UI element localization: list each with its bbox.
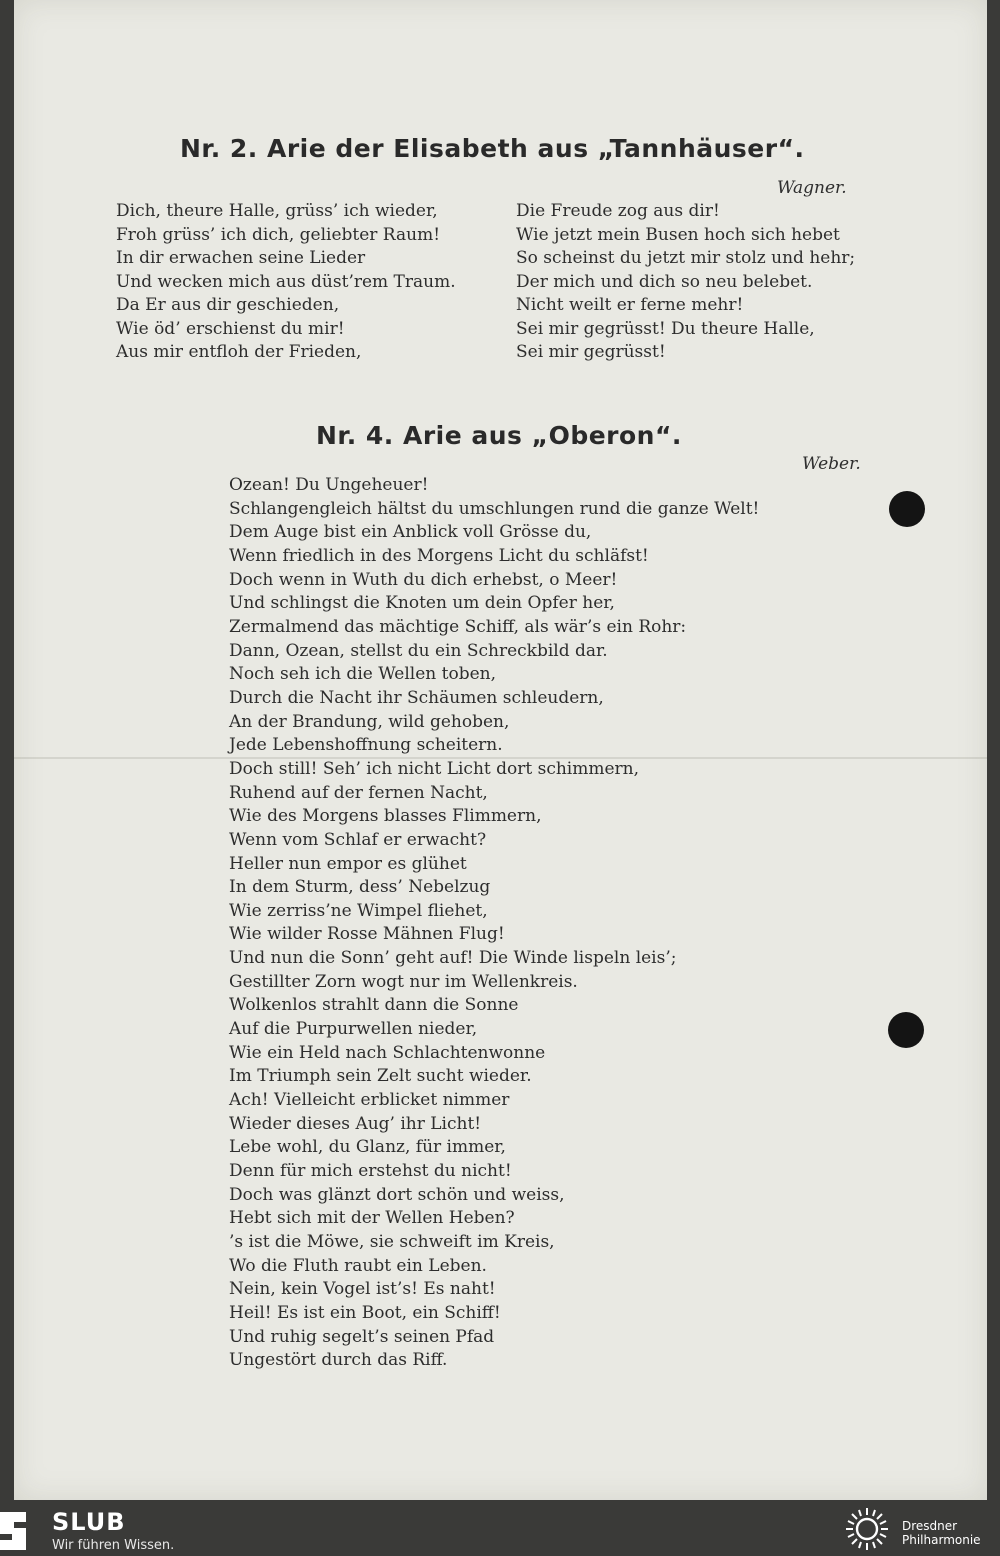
lyric-line: Nicht weilt er ferne mehr! bbox=[516, 295, 744, 315]
lyric-line: In dir erwachen seine Lieder bbox=[116, 248, 366, 268]
lyric-line: Jede Lebenshoffnung scheitern. bbox=[229, 735, 503, 756]
philharmonie-line-1: Dresdner bbox=[902, 1519, 958, 1533]
lyric-line: Wolkenlos strahlt dann die Sonne bbox=[229, 995, 519, 1016]
lyric-line: Der mich und dich so neu belebet. bbox=[516, 271, 813, 292]
lyric-line: Dich, theure Halle, grüss’ ich wieder, bbox=[116, 201, 438, 221]
lyric-line: Heller nun empor es glühet bbox=[229, 853, 467, 874]
lyric-line: Froh grüss’ ich dich, geliebter Raum! bbox=[116, 224, 441, 245]
lyric-line: Wie jetzt mein Busen hoch sich hebet bbox=[516, 224, 840, 245]
lyric-line: Gestillter Zorn wogt nur im Wellenkreis. bbox=[229, 971, 578, 992]
lyric-line: Sei mir gegrüsst! bbox=[516, 342, 666, 362]
lyrics-oberon bbox=[229, 474, 759, 1373]
lyric-line: Wenn friedlich in des Morgens Licht du schläfst! bbox=[229, 545, 649, 566]
philharmonie-name bbox=[902, 1519, 981, 1547]
lyric-line: Wie zerriss’ne Wimpel fliehet, bbox=[229, 900, 488, 921]
lyric-line: Aus mir entfloh der Frieden, bbox=[116, 342, 362, 362]
composer-weber: Weber. bbox=[802, 454, 861, 474]
lyric-line: ’s ist die Möwe, sie schweift im Kreis, bbox=[229, 1232, 555, 1252]
lyric-line: Und schlingst die Knoten um dein Opfer her, bbox=[229, 593, 615, 614]
section-heading-tannhaeuser: Nr. 2. Arie der Elisabeth aus „Tannhäuser“. bbox=[180, 134, 805, 163]
lyric-line: Ruhend auf der fernen Nacht, bbox=[229, 782, 488, 803]
lyric-line: Und wecken mich aus düst’rem Traum. bbox=[116, 271, 456, 292]
lyric-line: Wieder dieses Aug’ ihr Licht! bbox=[229, 1113, 482, 1134]
lyric-line: In dem Sturm, dess’ Nebelzug bbox=[229, 877, 491, 898]
lyric-line: Und nun die Sonn’ geht auf! Die Winde lispeln leis’; bbox=[229, 948, 677, 969]
lyric-line: Wie des Morgens blasses Flimmern, bbox=[229, 806, 542, 827]
section-heading-oberon: Nr. 4. Arie aus „Oberon“. bbox=[316, 421, 682, 450]
lyric-line: Wie öd’ erschienst du mir! bbox=[116, 318, 345, 339]
lyric-line: Auf die Purpurwellen nieder, bbox=[229, 1019, 478, 1040]
lyric-line: Dann, Ozean, stellst du ein Schreckbild dar. bbox=[229, 640, 608, 661]
philharmonie-logo-icon bbox=[842, 1507, 892, 1551]
lyric-line: Doch was glänzt dort schön und weiss, bbox=[229, 1184, 565, 1205]
lyric-line: Ach! Vielleicht erblicket nimmer bbox=[229, 1090, 510, 1111]
lyric-line: Nein, kein Vogel ist’s! Es naht! bbox=[229, 1279, 496, 1300]
lyric-line: Doch wenn in Wuth du dich erhebst, o Meer! bbox=[229, 569, 618, 590]
punch-hole bbox=[889, 491, 925, 527]
lyric-line: Ozean! Du Ungeheuer! bbox=[229, 475, 429, 495]
lyric-line: Zermalmend das mächtige Schiff, als wär’s ein Rohr: bbox=[229, 616, 687, 637]
lyric-line: Sei mir gegrüsst! Du theure Halle, bbox=[516, 318, 815, 339]
slub-logo-icon bbox=[0, 1506, 40, 1550]
lyric-line: Lebe wohl, du Glanz, für immer, bbox=[229, 1137, 506, 1158]
lyric-line: Ungestört durch das Riff. bbox=[229, 1350, 448, 1371]
slub-tagline: Wir führen Wissen. bbox=[52, 1538, 175, 1553]
lyric-line: An der Brandung, wild gehoben, bbox=[229, 711, 510, 732]
lyric-line: Dem Auge bist ein Anblick voll Grösse du, bbox=[229, 522, 592, 543]
lyric-line: Wie ein Held nach Schlachtenwonne bbox=[229, 1042, 546, 1063]
lyric-line: Doch still! Seh’ ich nicht Licht dort schimmern, bbox=[229, 758, 640, 779]
lyric-line: Wenn vom Schlaf er erwacht? bbox=[229, 829, 487, 850]
lyric-line: Da Er aus dir geschieden, bbox=[116, 295, 340, 315]
lyric-line: Heil! Es ist ein Boot, ein Schiff! bbox=[229, 1302, 501, 1323]
lyric-line: Schlangengleich hältst du umschlungen rund die ganze Welt! bbox=[229, 498, 760, 519]
lyrics-column-right bbox=[516, 200, 855, 365]
lyric-line: Wo die Fluth raubt ein Leben. bbox=[229, 1255, 487, 1276]
philharmonie-line-2: Philharmonie bbox=[902, 1533, 981, 1547]
slub-name: SLUB bbox=[52, 1508, 126, 1536]
lyric-line: Die Freude zog aus dir! bbox=[516, 201, 720, 221]
lyric-line: So scheinst du jetzt mir stolz und hehr; bbox=[516, 248, 856, 268]
lyric-line: Im Triumph sein Zelt sucht wieder. bbox=[229, 1066, 532, 1087]
lyric-line: Und ruhig segelt’s seinen Pfad bbox=[229, 1326, 495, 1347]
lyric-line: Hebt sich mit der Wellen Heben? bbox=[229, 1208, 515, 1229]
lyric-line: Denn für mich erstehst du nicht! bbox=[229, 1161, 512, 1182]
lyric-line: Wie wilder Rosse Mähnen Flug! bbox=[229, 924, 505, 945]
lyric-line: Noch seh ich die Wellen toben, bbox=[229, 664, 497, 685]
punch-hole bbox=[888, 1012, 924, 1048]
lyrics-column-left bbox=[116, 200, 456, 365]
lyric-line: Durch die Nacht ihr Schäumen schleudern, bbox=[229, 687, 604, 708]
composer-wagner: Wagner. bbox=[777, 178, 847, 198]
